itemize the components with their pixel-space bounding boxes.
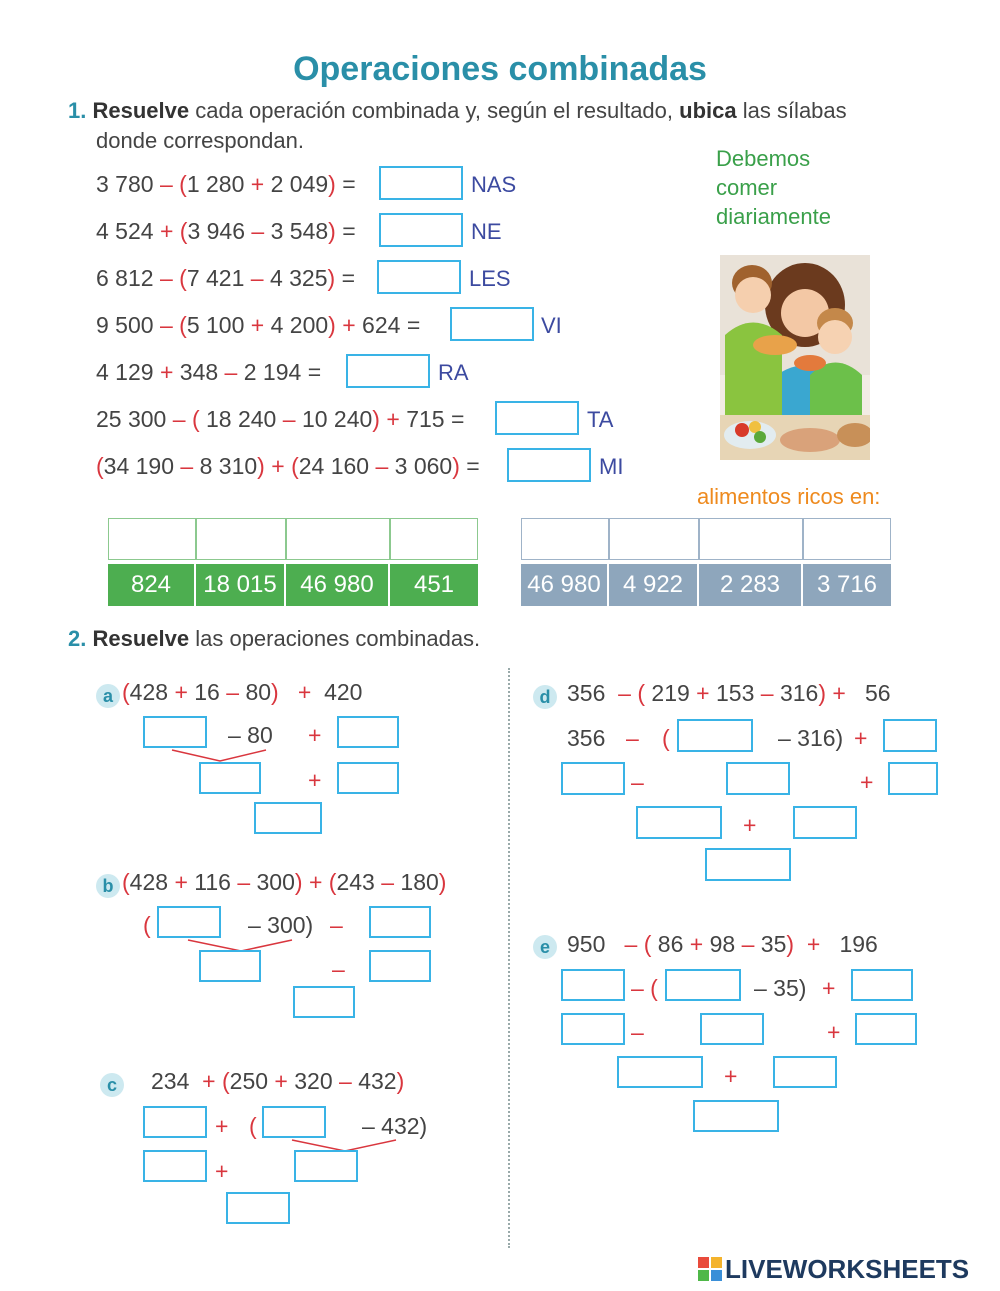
part-b-box-result[interactable] [293, 986, 355, 1018]
paren: ) [452, 453, 460, 479]
paren: ) [257, 453, 265, 479]
q2-text: las operaciones combinadas. [189, 626, 481, 651]
paren: ) [328, 171, 336, 197]
paren: ( [179, 312, 187, 338]
green-value-cell-1: 824 [108, 564, 196, 606]
syllable-mi: MI [599, 454, 624, 479]
num: 432 [358, 1068, 397, 1094]
num: 196 [839, 931, 878, 957]
operator: – [760, 680, 774, 706]
part-e-plus-1: + [822, 975, 836, 1001]
equals: = [406, 312, 421, 338]
num: 219 [651, 680, 690, 706]
answer-box-q1-7[interactable] [507, 448, 591, 482]
answer-box-q1-3[interactable] [377, 260, 461, 294]
family-eating-photo [720, 255, 870, 460]
paren: ( [179, 171, 187, 197]
part-e-minus-open: – ( [631, 975, 658, 1001]
syllable-nas: NAS [471, 172, 517, 197]
operator: – [339, 1068, 352, 1094]
num: 320 [294, 1068, 333, 1094]
equals: = [342, 218, 356, 244]
part-d-box-6[interactable] [636, 806, 722, 839]
num: 316 [779, 680, 819, 706]
equals: = [307, 359, 322, 385]
part-d-box-2[interactable] [883, 719, 937, 752]
paren: ( [122, 869, 130, 895]
num: 3 780 [96, 171, 154, 197]
paren: ) [328, 312, 336, 338]
part-d-box-5[interactable] [888, 762, 938, 795]
operator: + [297, 679, 312, 705]
q1-row-7 [96, 453, 480, 480]
part-c-plus-2: + [215, 1158, 229, 1184]
num: 3 060 [394, 453, 453, 479]
part-e-box-1[interactable] [561, 969, 625, 1001]
num: 356 [567, 680, 606, 706]
q2-verb: Resuelve [92, 626, 190, 651]
num: 715 [406, 406, 445, 432]
num: 9 500 [96, 312, 154, 338]
blue-letter-cell-2[interactable] [609, 518, 699, 560]
num: 34 190 [103, 453, 175, 479]
paren: ( [643, 931, 652, 957]
part-d-356: 356 [567, 725, 606, 751]
q2-instruction [68, 626, 480, 652]
part-b-box-2[interactable] [369, 906, 431, 938]
paren: ) [818, 680, 826, 706]
operator: – [159, 312, 173, 338]
num: 5 100 [186, 312, 245, 338]
num: 4 524 [96, 218, 154, 244]
syllable-ra: RA [438, 360, 469, 385]
equals: = [450, 406, 465, 432]
operator: – [381, 869, 395, 895]
num: 3 548 [270, 218, 329, 244]
part-d-box-4[interactable] [726, 762, 790, 795]
part-d-plus-1: + [854, 725, 868, 751]
num: 10 240 [301, 406, 373, 432]
operator: + [202, 1068, 216, 1094]
part-e-box-3[interactable] [851, 969, 913, 1001]
blue-value-cell-1: 46 980 [521, 564, 609, 606]
part-c-open-paren: ( [249, 1113, 257, 1139]
part-e-plus-3: + [724, 1063, 738, 1089]
part-d-expression [567, 680, 891, 707]
paren: ( [637, 680, 646, 706]
num: 243 [336, 869, 375, 895]
num: 56 [865, 680, 891, 706]
part-b-box-1[interactable] [157, 906, 221, 938]
paren: ) [396, 1068, 405, 1094]
part-b-minus-300: – 300) [248, 912, 314, 938]
part-c-expression [151, 1068, 404, 1095]
part-c-box-1[interactable] [143, 1106, 207, 1138]
num: 86 [657, 931, 684, 957]
part-e-box-5[interactable] [700, 1013, 764, 1045]
num: 8 310 [199, 453, 258, 479]
num: 1 280 [186, 171, 245, 197]
num: 348 [179, 359, 219, 385]
num: 420 [324, 679, 363, 705]
part-b-minus-1: – [330, 912, 343, 938]
part-e-expression [567, 931, 878, 958]
operator: – [282, 406, 296, 432]
num: 116 [194, 869, 231, 895]
part-d-open-paren: ( [662, 725, 670, 751]
answer-box-q1-4[interactable] [450, 307, 534, 341]
operator: – [180, 453, 194, 479]
num: 2 194 [243, 359, 302, 385]
part-c-label: c [100, 1073, 124, 1097]
side-line-2: comer [716, 175, 778, 200]
paren: ) [271, 679, 279, 705]
answer-box-q1-1[interactable] [379, 166, 463, 200]
blue-value-cell-3: 2 283 [699, 564, 803, 606]
q1-row-1 [96, 171, 356, 198]
part-c-box-result[interactable] [226, 1192, 290, 1224]
part-a-expression [122, 679, 362, 706]
paren: ( [179, 218, 188, 244]
operator: + [832, 680, 846, 706]
part-a-box-4[interactable] [337, 762, 399, 794]
num: 428 [129, 869, 169, 895]
paren: ) [786, 931, 795, 957]
operator: – [226, 679, 240, 705]
equals: = [342, 171, 356, 197]
side-line-3: diariamente [716, 204, 831, 229]
green-letter-cell-3[interactable] [286, 518, 390, 560]
q1-instruction [68, 98, 958, 124]
blue-value-cell-4: 3 716 [803, 564, 891, 606]
green-letter-cell-2[interactable] [196, 518, 286, 560]
blue-letter-cell-1[interactable] [521, 518, 609, 560]
part-b-expression [122, 869, 446, 896]
operator: + [274, 1068, 288, 1094]
num: 624 [362, 312, 401, 338]
q1-row-6 [96, 406, 464, 433]
num: 98 [709, 931, 736, 957]
syllable-vi: VI [541, 313, 562, 338]
part-a-box-result[interactable] [254, 802, 322, 834]
operator: + [806, 931, 821, 957]
num: 18 240 [199, 406, 277, 432]
side-line-1: Debemos [716, 146, 811, 171]
paren: ) [294, 869, 303, 895]
operator: + [308, 869, 323, 895]
green-letter-cell-1[interactable] [108, 518, 196, 560]
num: 153 [716, 680, 755, 706]
logo-text: LIVEWORKSHEETS [725, 1254, 970, 1284]
num: 428 [129, 679, 169, 705]
paren: ( [191, 406, 200, 432]
q1-row-4 [96, 312, 420, 339]
part-b-label: b [96, 874, 120, 898]
operator: – [172, 406, 186, 432]
num: 35 [760, 931, 787, 957]
side-text-green [716, 144, 831, 231]
paren: ( [221, 1068, 230, 1094]
green-letter-cell-4[interactable] [390, 518, 478, 560]
part-d-plus-2: + [860, 769, 874, 795]
part-e-label: e [533, 935, 557, 959]
operator: – [250, 265, 264, 291]
green-value-cell-3: 46 980 [286, 564, 390, 606]
part-a-box-1[interactable] [143, 716, 207, 748]
part-e-box-2[interactable] [665, 969, 741, 1001]
part-c-box-2[interactable] [262, 1106, 326, 1138]
part-e-minus-35: – 35) [754, 975, 807, 1001]
q1-number: 1. [68, 98, 87, 123]
part-d-box-result[interactable] [705, 848, 791, 881]
paren: ( [179, 265, 187, 291]
operator: + [174, 869, 188, 895]
part-e-box-result[interactable] [693, 1100, 779, 1132]
operator: – [624, 931, 638, 957]
part-d-plus-3: + [743, 812, 757, 838]
paren: ( [122, 679, 130, 705]
syllable-les: LES [469, 266, 511, 291]
paren: ( [328, 869, 337, 895]
syllable-ta: TA [587, 407, 614, 432]
operator: – [618, 680, 631, 706]
paren: ) [372, 406, 380, 432]
num: 950 [567, 931, 606, 957]
blue-letter-cell-3[interactable] [699, 518, 803, 560]
num: 4 129 [96, 359, 154, 385]
answer-box-q1-5[interactable] [346, 354, 430, 388]
part-a-minus-80: – 80 [228, 722, 273, 748]
operator: – [159, 265, 173, 291]
q1-row-2 [96, 218, 356, 245]
paren: ( [96, 453, 104, 479]
answer-box-q1-2[interactable] [379, 213, 463, 247]
num: 16 [194, 679, 220, 705]
green-value-cell-2: 18 015 [196, 564, 286, 606]
part-a-plus-1: + [308, 722, 322, 748]
liveworksheets-logo [698, 1254, 969, 1285]
operator: – [375, 453, 389, 479]
syllable-ne: NE [471, 219, 502, 244]
part-e-box-6[interactable] [855, 1013, 917, 1045]
paren: ( [291, 453, 299, 479]
operator: + [159, 218, 174, 244]
equals: = [466, 453, 480, 479]
operator: – [237, 869, 251, 895]
part-a-plus-2: + [308, 767, 322, 793]
operator: + [696, 680, 710, 706]
q1-instruction-line2: donde correspondan. [96, 128, 304, 153]
part-c-box-4[interactable] [294, 1150, 358, 1182]
part-d-label: d [533, 685, 557, 709]
q2-number: 2. [68, 626, 87, 651]
operator: + [174, 679, 188, 705]
num: 234 [151, 1068, 190, 1094]
operator: – [159, 171, 173, 197]
part-d-box-1[interactable] [677, 719, 753, 752]
part-d-minus-1: – [626, 725, 639, 751]
operator: + [342, 312, 356, 338]
operator: + [159, 359, 174, 385]
part-b-box-3[interactable] [199, 950, 261, 982]
num: 180 [400, 869, 439, 895]
q1-text1: cada operación combinada y, según el resultado, [189, 98, 680, 123]
part-e-box-7[interactable] [617, 1056, 703, 1088]
num: 250 [229, 1068, 269, 1094]
num: 2 049 [270, 171, 329, 197]
liveworksheets-badge-icon [698, 1257, 722, 1281]
operator: – [741, 931, 755, 957]
operator: + [386, 406, 400, 432]
operator: + [250, 171, 265, 197]
q1-row-5 [96, 359, 321, 386]
part-d-minus-2: – [631, 769, 644, 795]
q1-verb-resuelve: Resuelve [92, 98, 190, 123]
num: 4 200 [270, 312, 329, 338]
num: 6 812 [96, 265, 154, 291]
answer-box-q1-6[interactable] [495, 401, 579, 435]
num: 3 946 [187, 218, 246, 244]
part-e-minus-2: – [631, 1019, 644, 1045]
part-e-box-4[interactable] [561, 1013, 625, 1045]
num: 4 325 [269, 265, 328, 291]
part-e-box-8[interactable] [773, 1056, 837, 1088]
num: 25 300 [96, 406, 167, 432]
num: 24 160 [298, 453, 370, 479]
operator: – [251, 218, 265, 244]
num: 7 421 [186, 265, 245, 291]
part-a-label: a [96, 684, 120, 708]
q1-verb-ubica: ubica [679, 98, 737, 123]
part-b-open-paren: ( [143, 912, 151, 938]
num: 300 [256, 869, 295, 895]
paren: ) [327, 265, 336, 291]
blue-letter-cell-4[interactable] [803, 518, 891, 560]
operator: + [271, 453, 285, 479]
num: 80 [245, 679, 272, 705]
operator: + [250, 312, 265, 338]
paren: ) [328, 218, 336, 244]
q1-row-3 [96, 265, 355, 292]
blue-value-cell-2: 4 922 [609, 564, 699, 606]
paren: ) [438, 869, 447, 895]
part-a-box-3[interactable] [199, 762, 261, 794]
q1-text2: las sílabas [736, 98, 847, 123]
part-a-box-2[interactable] [337, 716, 399, 748]
column-divider [508, 668, 510, 1248]
part-d-box-7[interactable] [793, 806, 857, 839]
side-text-orange: alimentos ricos en: [697, 484, 881, 509]
equals: = [341, 265, 356, 291]
part-c-plus-1: + [215, 1113, 229, 1139]
part-e-plus-2: + [827, 1019, 841, 1045]
operator: – [224, 359, 238, 385]
green-value-cell-4: 451 [390, 564, 478, 606]
part-d-box-3[interactable] [561, 762, 625, 795]
part-d-minus-316: – 316) [778, 725, 844, 751]
part-c-box-3[interactable] [143, 1150, 207, 1182]
part-c-minus-432: – 432) [362, 1113, 428, 1139]
page-title: Operaciones combinadas [293, 50, 707, 88]
operator: + [689, 931, 704, 957]
part-b-box-4[interactable] [369, 950, 431, 982]
family-photo-illustration [720, 255, 870, 460]
part-b-minus-2: – [332, 956, 345, 982]
